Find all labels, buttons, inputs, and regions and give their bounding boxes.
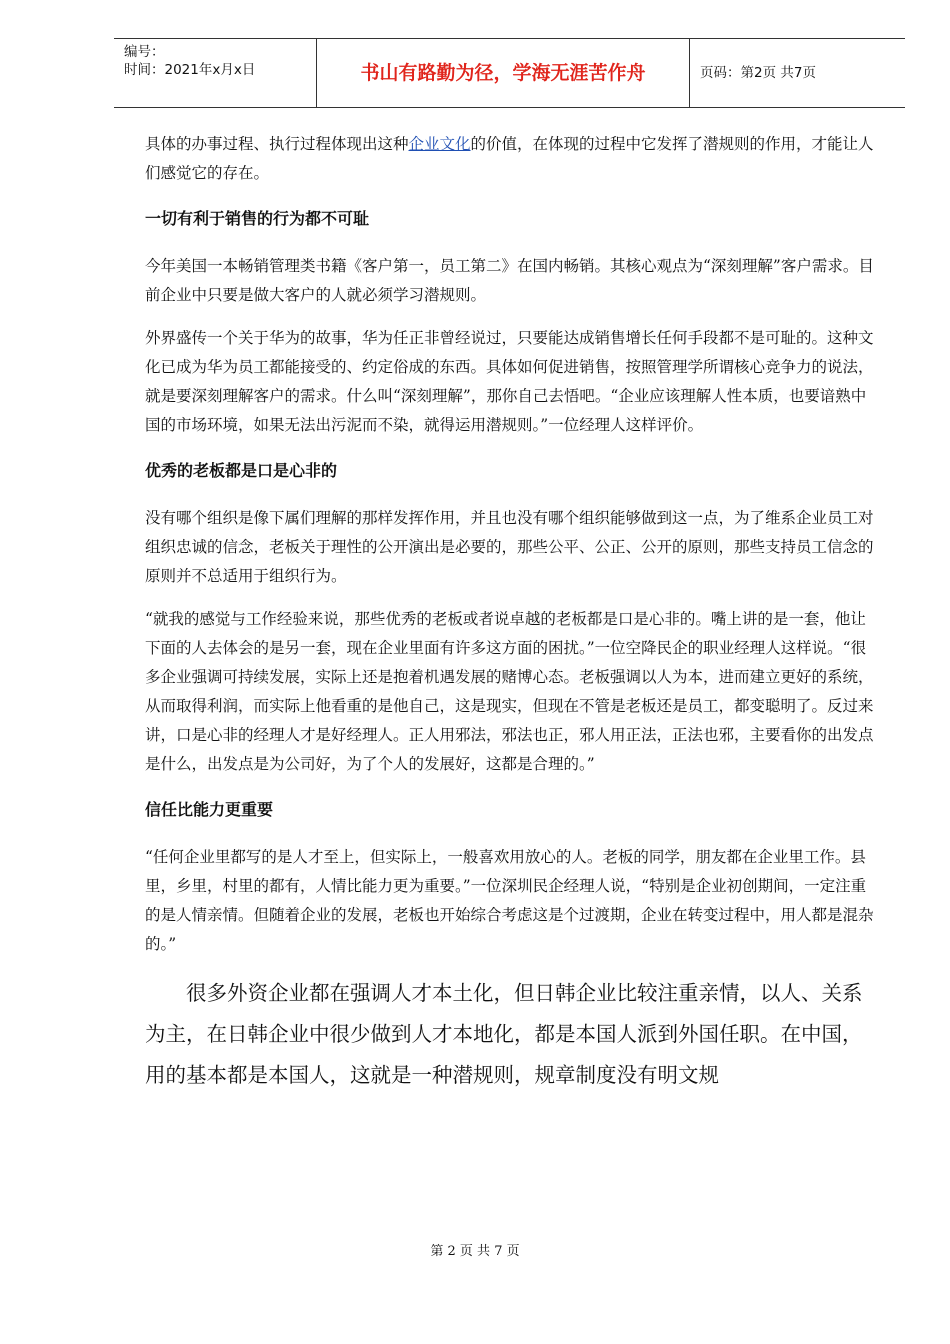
paragraph-1-text-end: 的价值，在体现的过程中它发挥了潜规则的作用，才能让人们感觉它的存在。	[145, 135, 874, 182]
paragraph-7: 很多外资企业都在强调人才本土化，但日韩企业比较注重亲情，以人、关系为主，在日韩企业中很少做到人才本地化，都是本国人派到外国任职。在中国，用的基本都是本国人，这就是一种潜规则，规章制度没有明文规	[145, 981, 863, 1087]
date-label: 时间：2021年x月x日	[124, 62, 256, 78]
paragraph-2: 今年美国一本畅销管理类书籍《客户第一，员工第二》在国内畅销。其核心观点为“深刻理解”客户需求。目前企业中只要是做大客户的人就必须学习潜规则。	[145, 257, 874, 304]
paragraph-1-text-start: 具体的办事过程、执行过程体现出这种	[145, 135, 409, 153]
document-body	[145, 130, 875, 1117]
paragraph-6: “任何企业里都写的是人才至上，但实际上，一般喜欢用放心的人。老板的同学，朋友都在企业里工作。县里，乡里，村里的都有，人情比能力更为重要。”一位深圳民企经理人说，“特别是企业初创期间，一定注重的是人情亲情。但随着企业的发展，老板也开始综合考虑这是个过渡期，企业在转变过程中，用人都是混杂的。”	[145, 848, 874, 953]
section-heading-sales: 一切有利于销售的行为都不可耻	[145, 209, 370, 228]
header-page-number: 页码：第2页 共7页	[700, 65, 816, 81]
header-meta	[114, 39, 316, 107]
paragraph-4: 没有哪个组织是像下属们理解的那样发挥作用，并且也没有哪个组织能够做到这一点，为了维系企业员工对组织忠诚的信念，老板关于理性的公开演出是必要的，那些公平、公正、公开的原则，那些支持员工信念的原则并不总适用于组织行为。	[145, 509, 874, 585]
paragraph-3: 外界盛传一个关于华为的故事，华为任正非曾经说过，只要能达成销售增长任何手段都不是可耻的。这种文化已成为华为员工都能接受的、约定俗成的东西。具体如何促进销售，按照管理学所谓核心竞争力的说法，就是要深刻理解客户的需求。什么叫“深刻理解”，那你自己去悟吧。“企业应该理解人性本质，也要谙熟中国的市场环境，如果无法出污泥而不染，就得运用潜规则。”一位经理人这样评价。	[145, 329, 874, 434]
serial-label: 编号：	[124, 44, 165, 60]
corporate-culture-link[interactable]: 企业文化	[408, 135, 471, 153]
page-header	[114, 38, 905, 108]
section-heading-trust: 信任比能力更重要	[145, 800, 274, 819]
section-heading-boss: 优秀的老板都是口是心非的	[145, 461, 338, 480]
paragraph-5: “就我的感觉与工作经验来说，那些优秀的老板或者说卓越的老板都是口是心非的。嘴上讲的是一套，他让下面的人去体会的是另一套，现在企业里面有许多这方面的困扰。”一位空降民企的职业经理人这样说。“很多企业强调可持续发展，实际上还是抱着机遇发展的赌博心态。老板强调以人为本，进而建立更好的系统，从而取得利润，而实际上他看重的是他自己，这是现实，但现在不管是老板还是员工，都变聪明了。反过来讲，口是心非的经理人才是好经理人。正人用邪法，邪法也正，邪人用正法，正法也邪，主要看你的出发点是什么，出发点是为公司好，为了个人的发展好，这都是合理的。”	[145, 610, 874, 773]
header-motto: 书山有路勤为径，学海无涯苦作舟	[316, 39, 690, 107]
paragraph-1	[145, 130, 875, 188]
page-footer: 第 2 页 共 7 页	[430, 1244, 520, 1259]
